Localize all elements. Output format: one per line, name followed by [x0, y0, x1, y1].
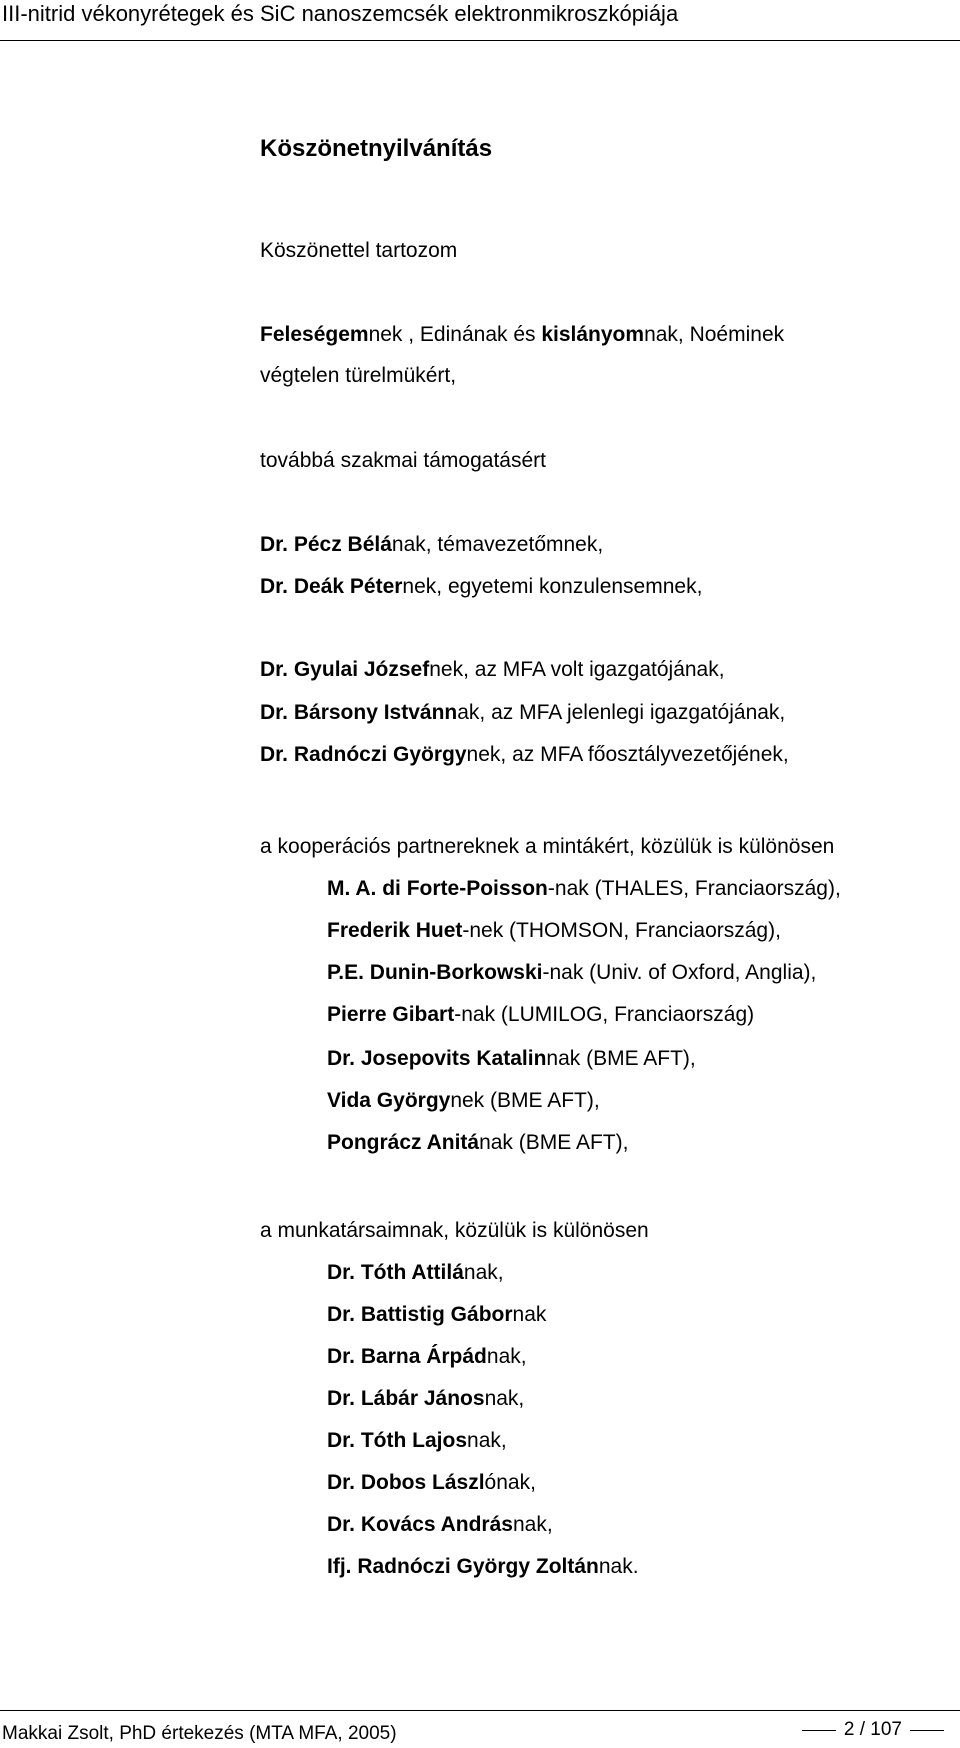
page-number — [794, 1718, 952, 1742]
section-heading: Köszönetnyilvánítás — [260, 135, 493, 162]
person-suffix: nak, témavezetőmnek, — [391, 533, 604, 556]
partner-line — [327, 1046, 696, 1072]
person-suffix: nak, — [467, 1429, 507, 1452]
partners-intro: a kooperációs partnereknek a mintákért, közülük is különösen — [260, 835, 835, 858]
colleague-line — [327, 1512, 553, 1538]
person-suffix: ónak, — [484, 1471, 536, 1494]
dash-left — [802, 1730, 836, 1731]
person-suffix: nak, — [463, 1261, 504, 1284]
person-suffix: -nak (Univ. of Oxford, Anglia), — [542, 961, 817, 984]
header-rule — [0, 40, 960, 41]
person-name: Pierre Gibart — [327, 1003, 455, 1026]
person-name: Ifj. Radnóczi György Zoltán — [327, 1555, 599, 1578]
person-name: Dr. Dobos Lászl — [327, 1471, 485, 1494]
person-name: Dr. Barna Árpád — [327, 1345, 487, 1368]
person-suffix: nak, — [512, 1513, 553, 1536]
person-suffix: -nak (LUMILOG, Franciaország) — [454, 1003, 755, 1026]
person-suffix: nek, egyetemi konzulensemnek, — [402, 575, 703, 598]
person-name: Dr. Pécz Bélá — [260, 533, 392, 556]
person-suffix: nak. — [598, 1555, 639, 1578]
person-name: Dr. Battistig Gábor — [327, 1303, 513, 1326]
person-name: Dr. Bársony Istvánn — [260, 701, 458, 724]
page-number-text: 2 / 107 — [843, 1719, 902, 1740]
colleague-line — [327, 1428, 507, 1454]
person-name: Dr. Deák Péter — [260, 575, 403, 598]
colleague-line — [327, 1554, 639, 1580]
partner-line — [327, 1088, 600, 1114]
person-suffix: nek (BME AFT), — [450, 1089, 600, 1112]
person-name: Dr. Radnóczi György — [260, 743, 467, 766]
supervisor-line — [260, 532, 603, 558]
colleagues-intro: a munkatársaimnak, közülük is különösen — [260, 1219, 649, 1242]
family-line — [260, 322, 784, 348]
partner-line — [327, 876, 841, 902]
running-title: III-nitrid vékonyrétegek és SiC nanoszemcsék elektronmikroszkópiája — [2, 1, 679, 26]
person-name: Dr. Tóth Attilá — [327, 1261, 464, 1284]
person-name: Dr. Kovács András — [327, 1513, 513, 1536]
partner-line — [327, 960, 816, 986]
colleague-line — [327, 1260, 504, 1286]
family-text-1: nek , Edinának és — [368, 323, 542, 346]
colleague-line — [327, 1344, 527, 1370]
page-footer — [0, 1710, 960, 1748]
person-name: M. A. di Forte-Poisson — [327, 877, 548, 900]
family-bold-2: kislányom — [541, 323, 645, 346]
person-name: P.E. Dunin-Borkowski — [327, 961, 543, 984]
person-suffix: nak (BME AFT), — [479, 1131, 629, 1154]
person-suffix: nak (BME AFT), — [546, 1047, 696, 1070]
partner-line — [327, 918, 781, 944]
partner-line — [327, 1130, 628, 1156]
family-bold-1: Feleségem — [260, 323, 369, 346]
intro-line: Köszönettel tartozom — [260, 239, 458, 262]
person-suffix: -nak (THALES, Franciaország), — [547, 877, 841, 900]
person-name: Vida György — [327, 1089, 451, 1112]
person-suffix: -nek (THOMSON, Franciaország), — [462, 919, 781, 942]
person-suffix: nek, az MFA főosztályvezetőjének, — [466, 743, 789, 766]
person-suffix: nak — [512, 1303, 547, 1326]
colleague-line — [327, 1386, 524, 1412]
supervisor-line — [260, 574, 702, 600]
dash-right — [910, 1730, 944, 1731]
person-suffix: nek, az MFA volt igazgatójának, — [429, 658, 725, 681]
professional-intro: továbbá szakmai támogatásért — [260, 449, 546, 472]
director-line — [260, 700, 785, 726]
director-line — [260, 657, 725, 683]
person-name: Dr. Lábár János — [327, 1387, 485, 1410]
person-name: Dr. Josepovits Katalin — [327, 1047, 547, 1070]
person-name: Pongrácz Anitá — [327, 1131, 480, 1154]
family-line-cont: végtelen türelmükért, — [260, 364, 457, 387]
page-header — [0, 0, 960, 44]
colleague-line — [327, 1302, 546, 1328]
person-name: Frederik Huet — [327, 919, 463, 942]
director-line — [260, 742, 789, 768]
partner-line — [327, 1002, 754, 1028]
family-text-2: nak, Noéminek — [644, 323, 785, 346]
person-name: Dr. Tóth Lajos — [327, 1429, 468, 1452]
person-suffix: nak, — [486, 1345, 527, 1368]
person-suffix: nak, — [484, 1387, 525, 1410]
colleague-line — [327, 1470, 536, 1496]
person-name: Dr. Gyulai József — [260, 658, 430, 681]
person-suffix: ak, az MFA jelenlegi igazgatójának, — [457, 701, 786, 724]
footer-author: Makkai Zsolt, PhD értekezés (MTA MFA, 2005) — [2, 1723, 397, 1744]
footer-rule — [0, 1710, 960, 1711]
